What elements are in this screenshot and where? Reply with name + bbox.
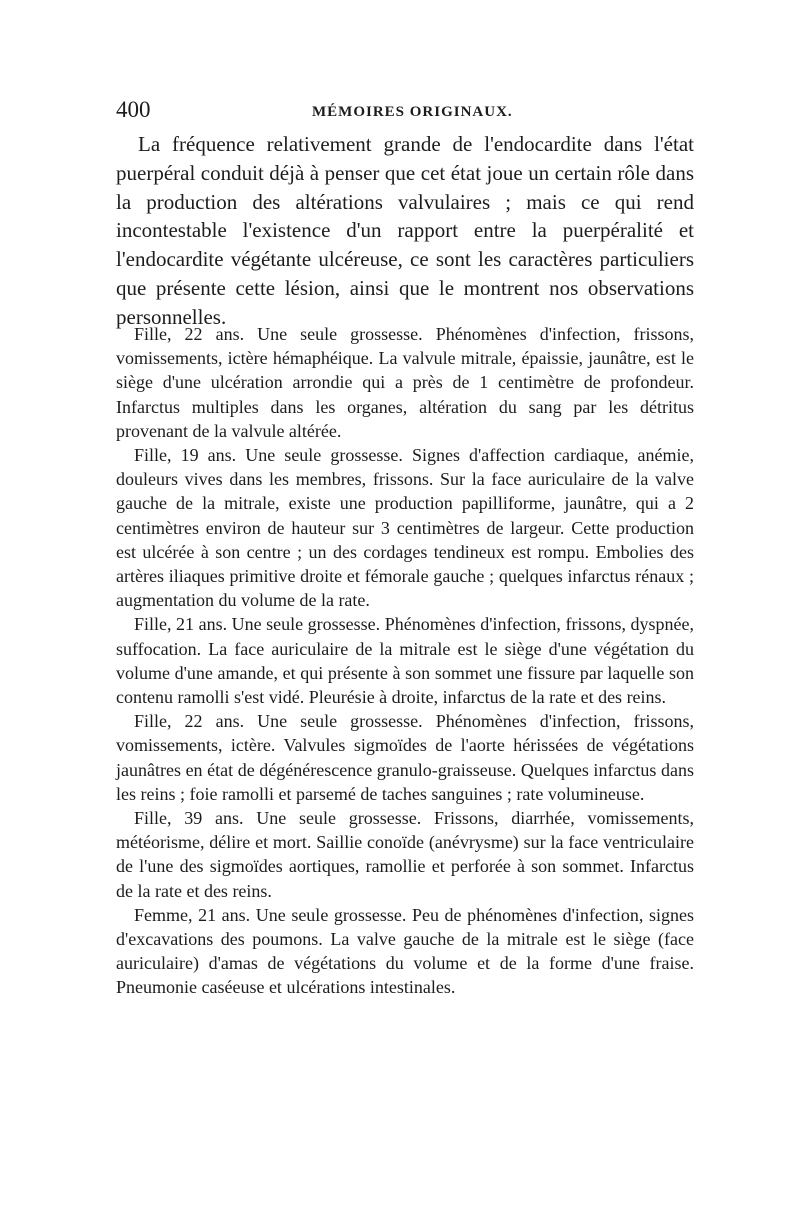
observations-list — [116, 322, 694, 1000]
page-number: 400 — [116, 97, 151, 122]
intro-paragraph: La fréquence relativement grande de l'endocardite dans l'état puerpéral conduit déjà à penser que cet état joue un certain rôle dans la production des altérations valvulaires ; mais ce qui rend incontestable l'existence d'un rapport entre la puerpéralité et l'endocardite végétante ulcéreuse, ce sont les caractères particuliers que présente cette lésion, ainsi que le montrent nos observations personnelles. — [116, 132, 694, 329]
running-title: MÉMOIRES ORIGINAUX. — [312, 104, 513, 120]
observation-3: Fille, 21 ans. Une seule grossesse. Phénomènes d'infection, frissons, dyspnée, suffocation. La face auriculaire de la mitrale est le siège d'une végétation du volume d'une amande, et qui présente à son sommet une fissure par laquelle son contenu ramolli s'est vidé. Pleurésie à droite, infarctus de la rate et des reins. — [116, 614, 694, 708]
observation-5: Fille, 39 ans. Une seule grossesse. Frissons, diarrhée, vomissements, météorisme, délire et mort. Saillie conoïde (anévrysme) sur la face ventriculaire de l'une des sigmoïdes aortiques, ramollie et perforée à son sommet. Infarctus de la rate et des reins. — [116, 808, 694, 901]
observation-4: Fille, 22 ans. Une seule grossesse. Phénomènes d'infection, frissons, vomissements, ictère. Valvules sigmoïdes de l'aorte hérissées de végétations jaunâtres en état de dégénérescence granulo-graisseuse. Quelques infarctus dans les reins ; foie ramolli et parsemé de taches sanguines ; rate volumineuse. — [116, 711, 694, 804]
observation-6: Femme, 21 ans. Une seule grossesse. Peu de phénomènes d'infection, signes d'excavations des poumons. La valve gauche de la mitrale est le siège (face auriculaire) d'amas de végétations du volume et de la forme d'une fraise. Pneumonie caséeuse et ulcérations intestinales. — [116, 904, 694, 998]
page-header — [116, 96, 690, 126]
observation-2: Fille, 19 ans. Une seule grossesse. Signes d'affection cardiaque, anémie, douleurs vives dans les membres, frissons. Sur la face auriculaire de la valve gauche de la mitrale, existe une production papilliforme, jaunâtre, qui a 2 centimètres environ de hauteur sur 3 centimètres de largeur. Cette production est ulcérée à son centre ; un des cordages tendineux est rompu. Embolies des artères iliaques primitive droite et fémorale gauche ; quelques infarctus rénaux ; augmentation du volume de la rate. — [116, 445, 694, 611]
observation-1: Fille, 22 ans. Une seule grossesse. Phénomènes d'infection, frissons, vomissements, ictère hémaphéique. La valvule mitrale, épaissie, jaunâtre, est le siège d'une ulcération arrondie qui a près de 1 centimètre de profondeur. Infarctus multiples dans les organes, altération du sang par les détritus provenant de la valvule altérée. — [116, 324, 694, 441]
